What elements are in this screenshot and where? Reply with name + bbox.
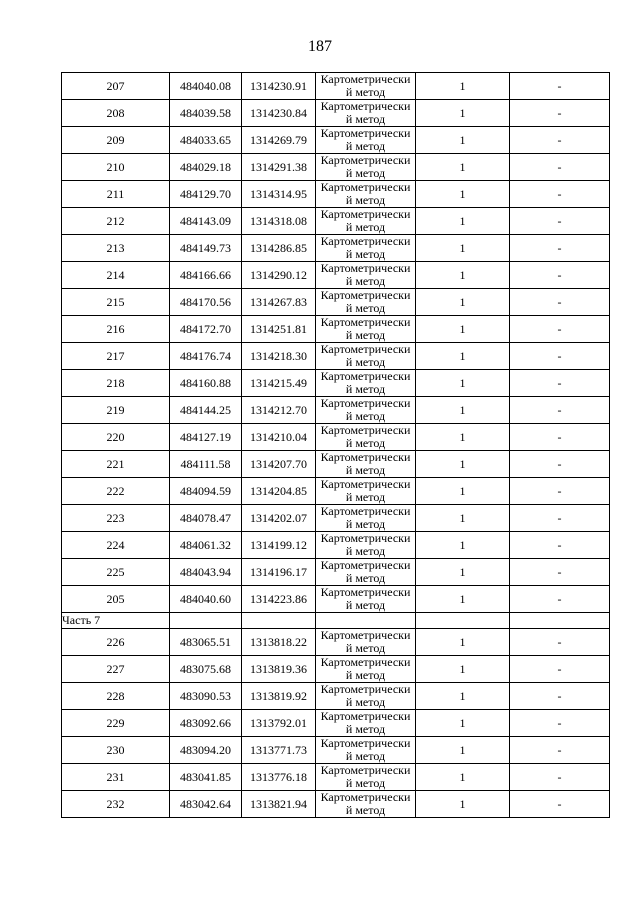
y-coordinate-cell: 1313792.01 [242, 710, 316, 737]
y-coordinate-cell: 1314204.85 [242, 478, 316, 505]
y-coordinate-cell: 1314267.83 [242, 289, 316, 316]
x-coordinate-cell: 483065.51 [170, 629, 242, 656]
y-coordinate-cell: 1314291.38 [242, 154, 316, 181]
value-cell: 1 [416, 127, 510, 154]
description-cell: - [510, 629, 610, 656]
table-row [62, 127, 610, 154]
y-coordinate-cell: 1313818.22 [242, 629, 316, 656]
y-coordinate-cell: 1314286.85 [242, 235, 316, 262]
point-number-cell: 212 [62, 208, 170, 235]
table-row [62, 478, 610, 505]
method-cell: Картометрически й метод [316, 316, 416, 343]
value-cell: 1 [416, 397, 510, 424]
value-cell: 1 [416, 73, 510, 100]
table-row [62, 424, 610, 451]
table-body [62, 73, 610, 818]
table-row [62, 316, 610, 343]
table-row [62, 208, 610, 235]
table-row [62, 289, 610, 316]
value-cell: 1 [416, 656, 510, 683]
value-cell: 1 [416, 764, 510, 791]
description-cell: - [510, 764, 610, 791]
method-cell: Картометрически й метод [316, 127, 416, 154]
method-cell: Картометрически й метод [316, 397, 416, 424]
y-coordinate-cell: 1314223.86 [242, 586, 316, 613]
value-cell: 1 [416, 343, 510, 370]
value-cell: 1 [416, 683, 510, 710]
y-coordinate-cell: 1313776.18 [242, 764, 316, 791]
empty-cell [242, 613, 316, 629]
value-cell: 1 [416, 208, 510, 235]
section-row [62, 613, 610, 629]
y-coordinate-cell: 1314314.95 [242, 181, 316, 208]
y-coordinate-cell: 1314210.04 [242, 424, 316, 451]
description-cell: - [510, 586, 610, 613]
value-cell: 1 [416, 451, 510, 478]
description-cell: - [510, 100, 610, 127]
y-coordinate-cell: 1314196.17 [242, 559, 316, 586]
table-row [62, 683, 610, 710]
x-coordinate-cell: 484040.08 [170, 73, 242, 100]
method-cell: Картометрически й метод [316, 737, 416, 764]
value-cell: 1 [416, 586, 510, 613]
method-cell: Картометрически й метод [316, 262, 416, 289]
section-label: Часть 7 [62, 613, 170, 629]
value-cell: 1 [416, 370, 510, 397]
point-number-cell: 209 [62, 127, 170, 154]
x-coordinate-cell: 484033.65 [170, 127, 242, 154]
x-coordinate-cell: 483092.66 [170, 710, 242, 737]
x-coordinate-cell: 483094.20 [170, 737, 242, 764]
table-row [62, 656, 610, 683]
table-row [62, 586, 610, 613]
description-cell: - [510, 370, 610, 397]
x-coordinate-cell: 484127.19 [170, 424, 242, 451]
table-row [62, 710, 610, 737]
y-coordinate-cell: 1314251.81 [242, 316, 316, 343]
y-coordinate-cell: 1314212.70 [242, 397, 316, 424]
value-cell: 1 [416, 710, 510, 737]
description-cell: - [510, 656, 610, 683]
empty-cell [416, 613, 510, 629]
value-cell: 1 [416, 629, 510, 656]
description-cell: - [510, 154, 610, 181]
y-coordinate-cell: 1313819.36 [242, 656, 316, 683]
description-cell: - [510, 737, 610, 764]
point-number-cell: 218 [62, 370, 170, 397]
table-row [62, 181, 610, 208]
point-number-cell: 229 [62, 710, 170, 737]
point-number-cell: 207 [62, 73, 170, 100]
x-coordinate-cell: 484170.56 [170, 289, 242, 316]
value-cell: 1 [416, 316, 510, 343]
point-number-cell: 220 [62, 424, 170, 451]
x-coordinate-cell: 483042.64 [170, 791, 242, 818]
y-coordinate-cell: 1313771.73 [242, 737, 316, 764]
description-cell: - [510, 424, 610, 451]
description-cell: - [510, 262, 610, 289]
x-coordinate-cell: 484039.58 [170, 100, 242, 127]
point-number-cell: 216 [62, 316, 170, 343]
method-cell: Картометрически й метод [316, 478, 416, 505]
x-coordinate-cell: 484149.73 [170, 235, 242, 262]
table-row [62, 100, 610, 127]
description-cell: - [510, 451, 610, 478]
method-cell: Картометрически й метод [316, 343, 416, 370]
value-cell: 1 [416, 262, 510, 289]
table-row [62, 262, 610, 289]
method-cell: Картометрически й метод [316, 154, 416, 181]
description-cell: - [510, 316, 610, 343]
method-cell: Картометрически й метод [316, 710, 416, 737]
y-coordinate-cell: 1313821.94 [242, 791, 316, 818]
value-cell: 1 [416, 737, 510, 764]
method-cell: Картометрически й метод [316, 235, 416, 262]
point-number-cell: 230 [62, 737, 170, 764]
x-coordinate-cell: 484029.18 [170, 154, 242, 181]
description-cell: - [510, 559, 610, 586]
description-cell: - [510, 127, 610, 154]
empty-cell [316, 613, 416, 629]
table-row [62, 505, 610, 532]
description-cell: - [510, 478, 610, 505]
table-row [62, 343, 610, 370]
point-number-cell: 221 [62, 451, 170, 478]
description-cell: - [510, 505, 610, 532]
description-cell: - [510, 235, 610, 262]
x-coordinate-cell: 484040.60 [170, 586, 242, 613]
value-cell: 1 [416, 791, 510, 818]
point-number-cell: 205 [62, 586, 170, 613]
x-coordinate-cell: 484061.32 [170, 532, 242, 559]
method-cell: Картометрически й метод [316, 451, 416, 478]
method-cell: Картометрически й метод [316, 791, 416, 818]
description-cell: - [510, 289, 610, 316]
table-row [62, 764, 610, 791]
description-cell: - [510, 208, 610, 235]
empty-cell [170, 613, 242, 629]
y-coordinate-cell: 1314215.49 [242, 370, 316, 397]
empty-cell [510, 613, 610, 629]
y-coordinate-cell: 1314199.12 [242, 532, 316, 559]
table-row [62, 737, 610, 764]
method-cell: Картометрически й метод [316, 586, 416, 613]
point-number-cell: 225 [62, 559, 170, 586]
table-row [62, 451, 610, 478]
table-row [62, 629, 610, 656]
y-coordinate-cell: 1314230.91 [242, 73, 316, 100]
method-cell: Картометрически й метод [316, 532, 416, 559]
y-coordinate-cell: 1314207.70 [242, 451, 316, 478]
point-number-cell: 213 [62, 235, 170, 262]
method-cell: Картометрически й метод [316, 424, 416, 451]
point-number-cell: 208 [62, 100, 170, 127]
description-cell: - [510, 532, 610, 559]
y-coordinate-cell: 1314318.08 [242, 208, 316, 235]
x-coordinate-cell: 484043.94 [170, 559, 242, 586]
x-coordinate-cell: 484144.25 [170, 397, 242, 424]
y-coordinate-cell: 1314230.84 [242, 100, 316, 127]
method-cell: Картометрически й метод [316, 559, 416, 586]
point-number-cell: 228 [62, 683, 170, 710]
y-coordinate-cell: 1314202.07 [242, 505, 316, 532]
table-row [62, 397, 610, 424]
point-number-cell: 214 [62, 262, 170, 289]
table-row [62, 235, 610, 262]
table-row [62, 73, 610, 100]
page-number: 187 [308, 38, 332, 55]
point-number-cell: 222 [62, 478, 170, 505]
y-coordinate-cell: 1314218.30 [242, 343, 316, 370]
value-cell: 1 [416, 100, 510, 127]
table-row [62, 791, 610, 818]
method-cell: Картометрически й метод [316, 683, 416, 710]
table-row [62, 559, 610, 586]
method-cell: Картометрически й метод [316, 764, 416, 791]
value-cell: 1 [416, 154, 510, 181]
method-cell: Картометрически й метод [316, 370, 416, 397]
point-number-cell: 223 [62, 505, 170, 532]
description-cell: - [510, 710, 610, 737]
point-number-cell: 210 [62, 154, 170, 181]
method-cell: Картометрически й метод [316, 505, 416, 532]
point-number-cell: 217 [62, 343, 170, 370]
table-row [62, 370, 610, 397]
y-coordinate-cell: 1314269.79 [242, 127, 316, 154]
method-cell: Картометрически й метод [316, 181, 416, 208]
x-coordinate-cell: 484176.74 [170, 343, 242, 370]
point-number-cell: 219 [62, 397, 170, 424]
point-number-cell: 215 [62, 289, 170, 316]
value-cell: 1 [416, 478, 510, 505]
coordinates-table [61, 72, 610, 818]
point-number-cell: 232 [62, 791, 170, 818]
method-cell: Картометрически й метод [316, 656, 416, 683]
value-cell: 1 [416, 181, 510, 208]
x-coordinate-cell: 483075.68 [170, 656, 242, 683]
value-cell: 1 [416, 424, 510, 451]
x-coordinate-cell: 483041.85 [170, 764, 242, 791]
x-coordinate-cell: 483090.53 [170, 683, 242, 710]
x-coordinate-cell: 484129.70 [170, 181, 242, 208]
point-number-cell: 231 [62, 764, 170, 791]
description-cell: - [510, 343, 610, 370]
method-cell: Картометрически й метод [316, 73, 416, 100]
point-number-cell: 224 [62, 532, 170, 559]
method-cell: Картометрически й метод [316, 629, 416, 656]
description-cell: - [510, 791, 610, 818]
x-coordinate-cell: 484172.70 [170, 316, 242, 343]
description-cell: - [510, 683, 610, 710]
x-coordinate-cell: 484143.09 [170, 208, 242, 235]
description-cell: - [510, 73, 610, 100]
x-coordinate-cell: 484111.58 [170, 451, 242, 478]
value-cell: 1 [416, 235, 510, 262]
point-number-cell: 211 [62, 181, 170, 208]
point-number-cell: 227 [62, 656, 170, 683]
y-coordinate-cell: 1313819.92 [242, 683, 316, 710]
x-coordinate-cell: 484166.66 [170, 262, 242, 289]
description-cell: - [510, 397, 610, 424]
description-cell: - [510, 181, 610, 208]
y-coordinate-cell: 1314290.12 [242, 262, 316, 289]
method-cell: Картометрически й метод [316, 208, 416, 235]
value-cell: 1 [416, 289, 510, 316]
x-coordinate-cell: 484160.88 [170, 370, 242, 397]
table-row [62, 154, 610, 181]
table-row [62, 532, 610, 559]
value-cell: 1 [416, 559, 510, 586]
method-cell: Картометрически й метод [316, 289, 416, 316]
point-number-cell: 226 [62, 629, 170, 656]
x-coordinate-cell: 484094.59 [170, 478, 242, 505]
value-cell: 1 [416, 505, 510, 532]
x-coordinate-cell: 484078.47 [170, 505, 242, 532]
value-cell: 1 [416, 532, 510, 559]
method-cell: Картометрически й метод [316, 100, 416, 127]
